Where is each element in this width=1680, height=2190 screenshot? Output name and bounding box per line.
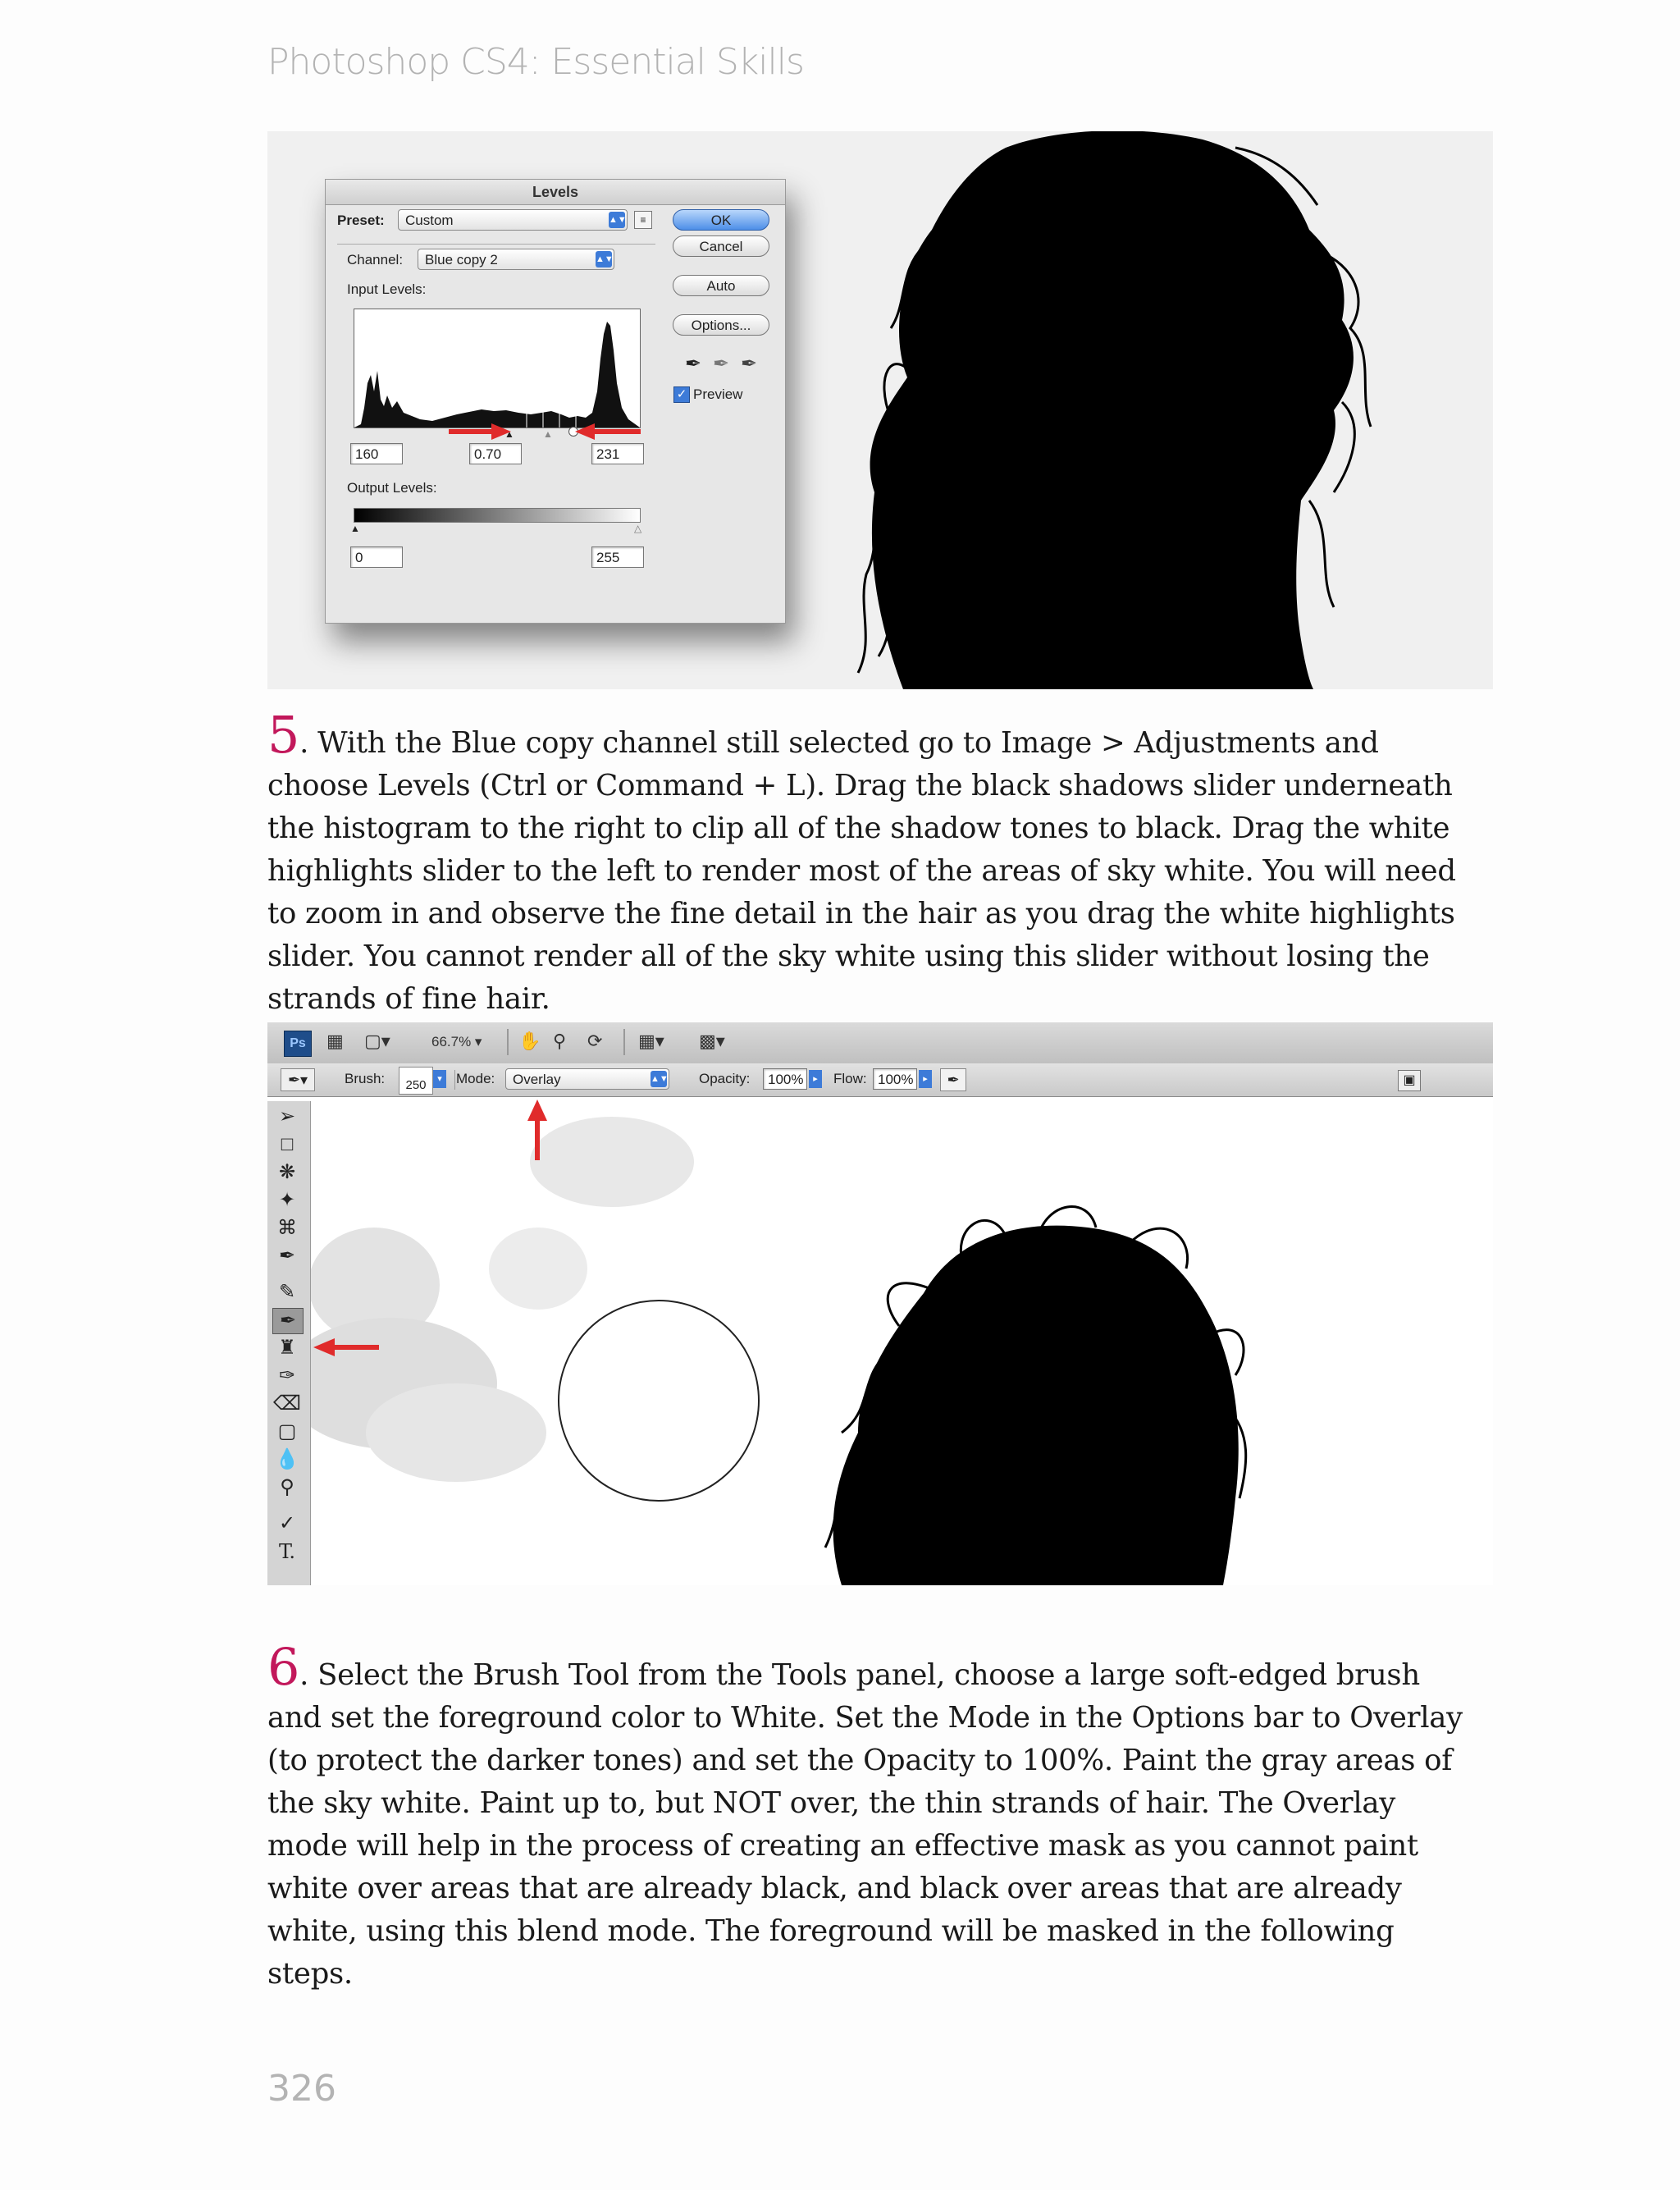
preview-label: Preview (693, 386, 743, 402)
step-5-text: . With the Blue copy channel still selected go to Image > Adjustments and choose Levels (Ctrl or Command + L). Drag the black shadows slider underneath the histogram to the right to clip all of the shadow tones to black. Drag the white highlights slider to the left to render most of the areas of sky white. You will need to zoom in and observe the fine detail in the hair as you drag the white highlights slider. You cannot render all of the sky white using this slider without losing the strands of fine hair. (267, 726, 1456, 1016)
lasso-tool-icon[interactable]: ❋ (278, 1161, 296, 1183)
rotate-view-icon[interactable]: ⟳ (587, 1031, 603, 1051)
input-gamma-field[interactable]: 0.70 (469, 443, 522, 464)
step-6-paragraph (267, 1637, 1473, 1996)
opacity-slider-icon[interactable]: ▸ (809, 1070, 822, 1088)
options-bar (267, 1063, 1493, 1097)
mode-select[interactable] (505, 1068, 669, 1090)
separator (507, 1029, 509, 1055)
screen-mode-icon[interactable]: ▩▾ (699, 1031, 725, 1051)
black-point-slider[interactable]: ▲ (504, 428, 514, 440)
separator (623, 1029, 625, 1055)
preset-select[interactable] (398, 209, 628, 231)
output-levels-label: Output Levels: (347, 480, 437, 496)
preset-label: Preset: (337, 213, 385, 228)
bridge-icon[interactable]: ▦ (326, 1031, 344, 1051)
type-tool-icon[interactable]: T. (278, 1540, 296, 1563)
eyedropper-tool-icon[interactable]: ✒ (278, 1245, 296, 1267)
histogram-graph (354, 309, 640, 427)
white-eyedropper-icon[interactable]: ✒ (741, 353, 758, 375)
page-number: 326 (267, 2068, 336, 2110)
gradient-tool-icon[interactable]: ▢ (277, 1420, 297, 1442)
updown-arrows-icon: ▲▼ (651, 1071, 667, 1087)
output-white-slider[interactable]: △ (634, 523, 642, 534)
crop-tool-icon[interactable]: ⌘ (277, 1217, 297, 1239)
flow-field[interactable]: 100% (873, 1068, 917, 1090)
output-gradient-bar (354, 508, 641, 523)
preset-options-icon[interactable]: ≡ (634, 211, 652, 229)
updown-arrows-icon: ▲▼ (596, 251, 612, 267)
output-black-slider[interactable]: ▲ (350, 523, 360, 534)
brush-dropdown-icon[interactable]: ▾ (433, 1070, 446, 1088)
app-logo: Ps (284, 1031, 312, 1057)
brush-label: Brush: (345, 1071, 386, 1086)
view-extras-icon[interactable]: ▢▾ (364, 1031, 390, 1051)
dialog-title: Levels (326, 180, 785, 205)
input-levels-label: Input Levels: (347, 281, 427, 297)
running-header: Photoshop CS4: Essential Skills (267, 41, 804, 83)
mode-label: Mode: (456, 1071, 495, 1086)
black-eyedropper-icon[interactable]: ✒ (685, 353, 702, 375)
gray-eyedropper-icon[interactable]: ✒ (713, 353, 730, 375)
channel-group-divider (337, 244, 655, 245)
step-6-number: 6 (267, 1637, 300, 1697)
red-arrow-right-icon (449, 423, 514, 440)
channel-value: Blue copy 2 (425, 252, 498, 267)
arrange-documents-icon[interactable]: ▦▾ (638, 1031, 664, 1051)
brush-size: 250 (405, 1078, 427, 1092)
auto-button[interactable]: Auto (673, 275, 769, 296)
flow-label: Flow: (833, 1071, 867, 1086)
sky-clouds-image (267, 1022, 1493, 1585)
brush-tool-icon[interactable]: ✒ (272, 1308, 304, 1334)
preview-checkbox[interactable]: ✓ (673, 386, 690, 403)
step-5-number: 5 (267, 705, 300, 765)
channel-select[interactable] (418, 249, 614, 270)
blur-tool-icon[interactable]: 💧 (275, 1448, 299, 1470)
marquee-tool-icon[interactable]: □ (281, 1133, 294, 1155)
application-bar (267, 1022, 1493, 1064)
output-black-field[interactable]: 0 (350, 546, 403, 568)
brush-cursor (558, 1300, 760, 1502)
tool-preset-picker[interactable]: ✒▾ (281, 1068, 315, 1091)
healing-brush-tool-icon[interactable]: ✎ (278, 1281, 296, 1303)
updown-arrows-icon: ▲▼ (609, 212, 625, 228)
red-arrow-up-icon (525, 1098, 550, 1164)
palette-well-icon[interactable]: ▣ (1398, 1070, 1421, 1091)
brush-preset-picker[interactable] (399, 1067, 433, 1095)
move-tool-icon[interactable]: ➢ (278, 1105, 296, 1127)
history-brush-tool-icon[interactable]: ✑ (278, 1365, 296, 1387)
hand-tool-icon[interactable]: ✋ (518, 1031, 541, 1051)
options-button[interactable]: Options... (673, 314, 769, 336)
red-arrow-left-icon (575, 423, 641, 440)
zoom-level-select[interactable]: 66.7% ▾ (431, 1034, 482, 1049)
levels-dialog (325, 179, 786, 624)
dodge-tool-icon[interactable]: ⚲ (280, 1476, 294, 1498)
separator (454, 1070, 455, 1090)
zoom-value: 66.7% (431, 1034, 472, 1049)
input-black-field[interactable]: 160 (350, 443, 403, 464)
cancel-button[interactable]: Cancel (673, 235, 769, 257)
mode-value: Overlay (513, 1072, 561, 1087)
ok-button[interactable]: OK (673, 209, 769, 231)
opacity-label: Opacity: (699, 1071, 751, 1086)
red-arrow-left-icon (313, 1337, 379, 1357)
eraser-tool-icon[interactable]: ⌫ (273, 1392, 301, 1415)
histogram (354, 309, 641, 428)
photoshop-figure (267, 1022, 1493, 1585)
zoom-tool-icon[interactable]: ⚲ (553, 1031, 567, 1051)
pen-tool-icon[interactable]: ✓ (278, 1512, 296, 1534)
output-white-field[interactable]: 255 (591, 546, 644, 568)
step-5-paragraph (267, 705, 1473, 1021)
channel-label: Channel: (347, 252, 404, 267)
levels-figure (267, 131, 1493, 689)
step-6-text: . Select the Brush Tool from the Tools panel, choose a large soft-edged brush and set the foreground color to White. Set the Mode in the Options bar to Overlay (to protect the darker tones) and set the Opacity to 100%. Paint the gray areas of the sky white. Paint up to, but NOT over, the thin strands of hair. The Overlay mode will help in the process of creating an effective mask as you cannot paint white over areas that are already black, and black over areas that are already white, using this blend mode. The foreground will be masked in the following steps. (267, 1658, 1463, 1991)
tools-panel (267, 1101, 311, 1585)
preset-value: Custom (405, 213, 454, 228)
opacity-field[interactable]: 100% (763, 1068, 807, 1090)
quick-selection-tool-icon[interactable]: ✦ (278, 1189, 296, 1211)
clone-stamp-tool-icon[interactable]: ♜ (278, 1337, 296, 1359)
input-white-field[interactable]: 231 (591, 443, 644, 464)
gamma-slider[interactable]: ▲ (543, 428, 553, 440)
flow-slider-icon[interactable]: ▸ (919, 1070, 932, 1088)
airbrush-icon[interactable]: ✒ (940, 1068, 966, 1091)
